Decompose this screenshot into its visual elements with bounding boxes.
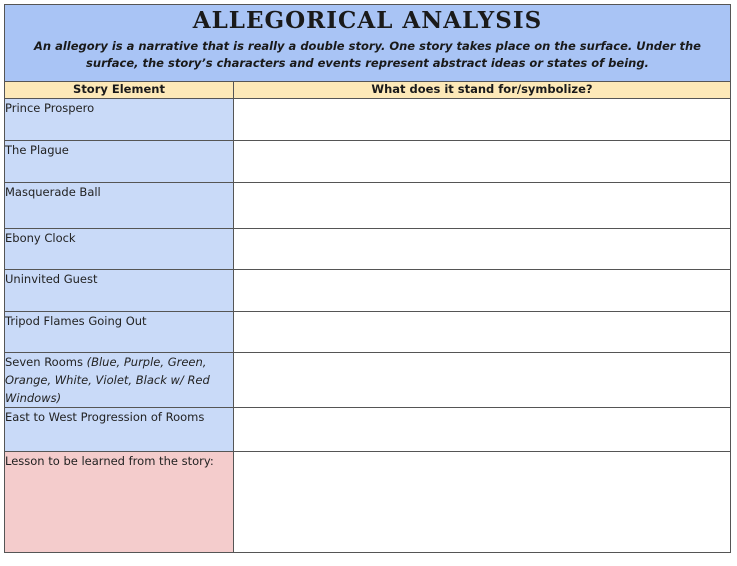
- story-element-cell: [5, 141, 234, 183]
- header-cell: [5, 5, 731, 82]
- story-element-label: Uninvited Guest: [5, 272, 98, 286]
- table-row: [5, 353, 731, 408]
- table-row: [5, 99, 731, 141]
- story-element-detail: (Blue, Purple, Green, Orange, White, Violet, Black w/ Red Windows): [5, 355, 210, 405]
- lesson-cell: [5, 452, 234, 553]
- column-header-symbolize: What does it stand for/symbolize?: [234, 82, 731, 99]
- table-row: [5, 229, 731, 270]
- story-element-label: The Plague: [5, 143, 69, 157]
- story-element-cell: [5, 408, 234, 452]
- table-row: [5, 270, 731, 312]
- story-element-label: Masquerade Ball: [5, 185, 101, 199]
- column-header-row: [5, 82, 731, 99]
- symbol-answer-cell[interactable]: [234, 229, 731, 270]
- allegory-definition: An allegory is a narrative that is really a double story. One story takes place on the surface. Under the surface, the story’s characters and events represent abstract ideas or states of being.: [34, 39, 701, 70]
- symbol-answer-cell[interactable]: [234, 408, 731, 452]
- story-element-label: Ebony Clock: [5, 231, 76, 245]
- header-row: [5, 5, 731, 82]
- column-header-story-element: Story Element: [5, 82, 234, 99]
- symbol-answer-cell[interactable]: [234, 141, 731, 183]
- story-element-cell: [5, 312, 234, 353]
- table-row: [5, 408, 731, 452]
- story-element-cell: [5, 183, 234, 229]
- lesson-answer-cell[interactable]: [234, 452, 731, 553]
- symbol-answer-cell[interactable]: [234, 270, 731, 312]
- story-element-cell: [5, 99, 234, 141]
- story-element-label: East to West Progression of Rooms: [5, 410, 205, 424]
- allegorical-analysis-table: [4, 4, 731, 553]
- story-element-cell: [5, 270, 234, 312]
- table-row: [5, 141, 731, 183]
- story-element-cell: [5, 353, 234, 408]
- story-element-cell: [5, 229, 234, 270]
- symbol-answer-cell[interactable]: [234, 183, 731, 229]
- table-row: [5, 312, 731, 353]
- lesson-row: [5, 452, 731, 553]
- symbol-answer-cell[interactable]: [234, 99, 731, 141]
- symbol-answer-cell[interactable]: [234, 312, 731, 353]
- symbol-answer-cell[interactable]: [234, 353, 731, 408]
- story-element-label: Seven Rooms: [5, 355, 87, 369]
- story-element-label: Prince Prospero: [5, 101, 95, 115]
- lesson-label: Lesson to be learned from the story:: [5, 454, 214, 468]
- page-title: ALLEGORICAL ANALYSIS: [192, 7, 543, 34]
- story-element-label: Tripod Flames Going Out: [5, 314, 147, 328]
- table-row: [5, 183, 731, 229]
